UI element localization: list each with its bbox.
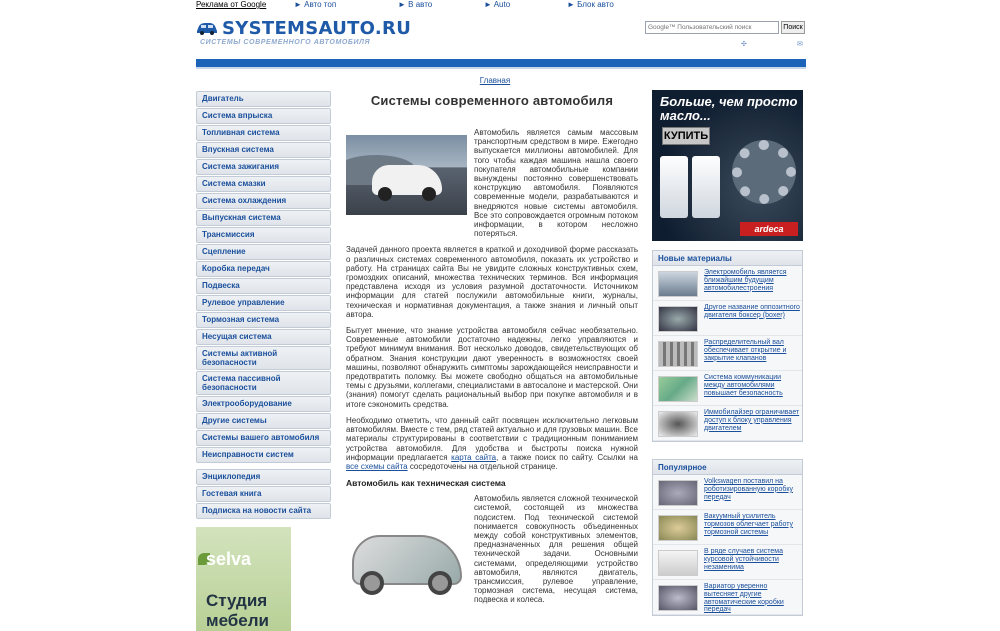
intro-paragraph: Автомобиль является самым массовым транспортным средством в мире. Ежегодно выпускается миллионы автомобилей. Для того чтобы каждая машина нашла своего покупателя автомобильные компании вынуждены постоянно совершенствовать конструкцию автомобиля. Появляются современные модели, разрабатываются и внедряются новые системы автомобиля. Все это сопровождается огромным потоком информации, в котором несложно потеряться. — [474, 128, 638, 239]
thumbnail-image — [658, 515, 698, 541]
menu-item[interactable]: Система охлаждения — [196, 193, 331, 209]
engine-gear-icon — [732, 140, 796, 204]
breadcrumb-home[interactable]: Главная — [479, 76, 511, 85]
buy-button[interactable]: КУПИТЬ — [662, 127, 710, 145]
menu-item[interactable]: Система впрыска — [196, 108, 331, 124]
paragraph-2: Задачей данного проекта является в краткой и доходчивой форме рассказать о различных системах современного автомобиля, показать их устройство и работу. На страницах сайта Вы не увидите сложных конструктивных схем, громоздких описаний, множества технических терминов. Вся информация представлена исходя из условия разумной достаточности. Источником информации для статей послужили автомобильные книги, журналы, техническая и нормативная документация, а также знания и личный опыт автора. — [346, 245, 638, 319]
thumbnail-image — [658, 306, 698, 332]
oil-banner-ad[interactable] — [652, 90, 803, 241]
car-logo-icon — [196, 20, 218, 36]
list-item[interactable]: Электромобиль является ближайшим будущим автомобилестроения — [653, 266, 802, 301]
logo-tagline: СИСТЕМЫ СОВРЕМЕННОГО АВТОМОБИЛЯ — [200, 39, 371, 46]
paragraph-5: Автомобиль является сложной технической системой, состоящей из множества подсистем. Под технической системой понимается совокупность объединенных между собой конструктивных элементов, предназначенных для решения общей технической задачи. Основными системами, определяющими устройство автомобиля, являются двигатель, трансмиссия, рулевое управление, тормозная система, несущая система, подвеска и колеса. — [474, 494, 638, 605]
menu-item[interactable]: Рулевое управление — [196, 295, 331, 311]
menu-item[interactable]: Трансмиссия — [196, 227, 331, 243]
mail-icon[interactable]: ✉ — [797, 41, 803, 48]
menu-item[interactable]: Другие системы — [196, 413, 331, 429]
all-schemes-link[interactable]: все схемы сайта — [346, 461, 408, 471]
list-item[interactable]: Система коммуникации между автомобилями повышает безопасность — [653, 371, 802, 406]
oil-can-icon — [692, 156, 720, 218]
top-link-avto-top[interactable]: ► Авто топ — [294, 0, 337, 9]
thumbnail-image — [658, 271, 698, 297]
sidebar-menu-secondary — [196, 469, 331, 520]
ad-brand: selva — [206, 549, 252, 569]
list-item[interactable]: Другое название оппозитного двигателя боксер (boxer) — [653, 301, 802, 336]
list-item[interactable]: Вариатор уверенно вытесняет другие автоматические коробки передач — [653, 580, 802, 615]
paragraph-3: Бытует мнение, что знание устройства автомобиля сейчас необязательно. Современные автомобили достаточно надежны, легко управляются и требуют минимум внимания. Вот несколько доводов, свидетельствующих об обратном. Знания конструкции дают уверенность в возможностях своей машины, позволяют обнаружить симптомы зарождающейся неисправности и предотвратить поломку. Вы можете свободно общаться на автомобильные темы с друзьями, коллегами, специалистами в автосалоне и мастерской. Они (знания) помогут сделать рациональный выбор при покупке автомобиля и в итоге сэкономить средства. — [346, 326, 638, 409]
menu-item[interactable]: Выпускная система — [196, 210, 331, 226]
thumbnail-image — [658, 341, 698, 367]
menu-item[interactable]: Топливная система — [196, 125, 331, 141]
menu-item[interactable]: Коробка передач — [196, 261, 331, 277]
top-ad-links — [196, 0, 806, 12]
panel-title: Популярное — [653, 460, 802, 475]
menu-item[interactable]: Несущая система — [196, 329, 331, 345]
new-materials-panel — [652, 250, 803, 442]
list-item[interactable]: Иммобилайзер ограничивает доступ к блоку управления двигателем — [653, 406, 802, 441]
top-link-v-avto[interactable]: ► В авто — [398, 0, 433, 9]
menu-item[interactable]: Электрооборудование — [196, 396, 331, 412]
list-item[interactable]: Распределительный вал обеспечивает открытие и закрытие клапанов — [653, 336, 802, 371]
section-heading: Автомобиль как техническая система — [346, 478, 506, 489]
top-link-auto[interactable]: ► Auto — [484, 0, 511, 9]
menu-item[interactable]: Система пассивной безопасности — [196, 371, 331, 395]
list-item[interactable]: Volkswagen поставил на роботизированную коробку передач — [653, 475, 802, 510]
logo-name: SYSTEMSAUTO.RU — [222, 18, 412, 39]
google-ads-link[interactable]: Реклама от Google — [196, 0, 267, 9]
ad-text: Студия мебели — [206, 591, 270, 630]
menu-item-subscribe[interactable]: Подписка на новости сайта — [196, 503, 331, 519]
oil-can-icon — [660, 156, 688, 218]
thumbnail-image — [658, 376, 698, 402]
search-input[interactable] — [645, 21, 779, 34]
top-link-blok-avto[interactable]: ► Блок авто — [567, 0, 614, 9]
menu-item[interactable]: Тормозная система — [196, 312, 331, 328]
main-content — [346, 93, 638, 605]
search-form — [645, 21, 807, 35]
left-banner-ad[interactable] — [196, 527, 291, 631]
page-title: Системы современного автомобиля — [370, 93, 614, 108]
sidebar-menu — [196, 91, 331, 464]
list-item[interactable]: В ряде случаев система курсовой устойчивости незаменима — [653, 545, 802, 580]
header-bar — [196, 59, 806, 67]
menu-item[interactable]: Система зажигания — [196, 159, 331, 175]
menu-item[interactable]: Системы вашего автомобиля — [196, 430, 331, 446]
menu-item[interactable]: Двигатель — [196, 91, 331, 107]
home-icon[interactable]: ✣ — [741, 41, 747, 48]
menu-item[interactable]: Системы активной безопасности — [196, 346, 331, 370]
ad-brand-logo: ardeca — [740, 222, 798, 236]
thumbnail-image — [658, 550, 698, 576]
menu-item[interactable]: Подвеска — [196, 278, 331, 294]
sitemap-link[interactable]: карта сайта — [451, 452, 497, 462]
popular-panel — [652, 459, 803, 616]
site-logo[interactable] — [196, 18, 412, 52]
thumbnail-image — [658, 411, 698, 437]
list-item[interactable]: Вакуумный усилитель тормозов облегчает работу тормозной системы — [653, 510, 802, 545]
menu-item[interactable]: Впускная система — [196, 142, 331, 158]
menu-item[interactable]: Неисправности систем — [196, 447, 331, 463]
ad-headline: Больше, чем просто масло... — [660, 94, 798, 123]
menu-item[interactable]: Система смазки — [196, 176, 331, 192]
menu-item-encyclopedia[interactable]: Энциклопедия — [196, 469, 331, 485]
menu-item[interactable]: Сцепление — [196, 244, 331, 260]
panel-title: Новые материалы — [653, 251, 802, 266]
breadcrumb — [346, 76, 644, 85]
header-bar-shadow — [196, 67, 806, 69]
menu-item-guestbook[interactable]: Гостевая книга — [196, 486, 331, 502]
search-button[interactable]: Поиск — [781, 21, 805, 34]
thumbnail-image — [658, 585, 698, 611]
thumbnail-image — [658, 480, 698, 506]
paragraph-4: Необходимо отметить, что данный сайт посвящен исключительно легковым автомобилям. Вместе с тем, ряд статей актуально и для грузовых машин. Все материалы структурированы в соответствии с традиционным пониманием устройства автомобиля. Для удобства и быстроты поиска нужной информации предлагается карта сайта, а также поиск по сайту. Ссылки на все схемы сайта сосредоточены на отдельной странице. — [346, 415, 638, 471]
